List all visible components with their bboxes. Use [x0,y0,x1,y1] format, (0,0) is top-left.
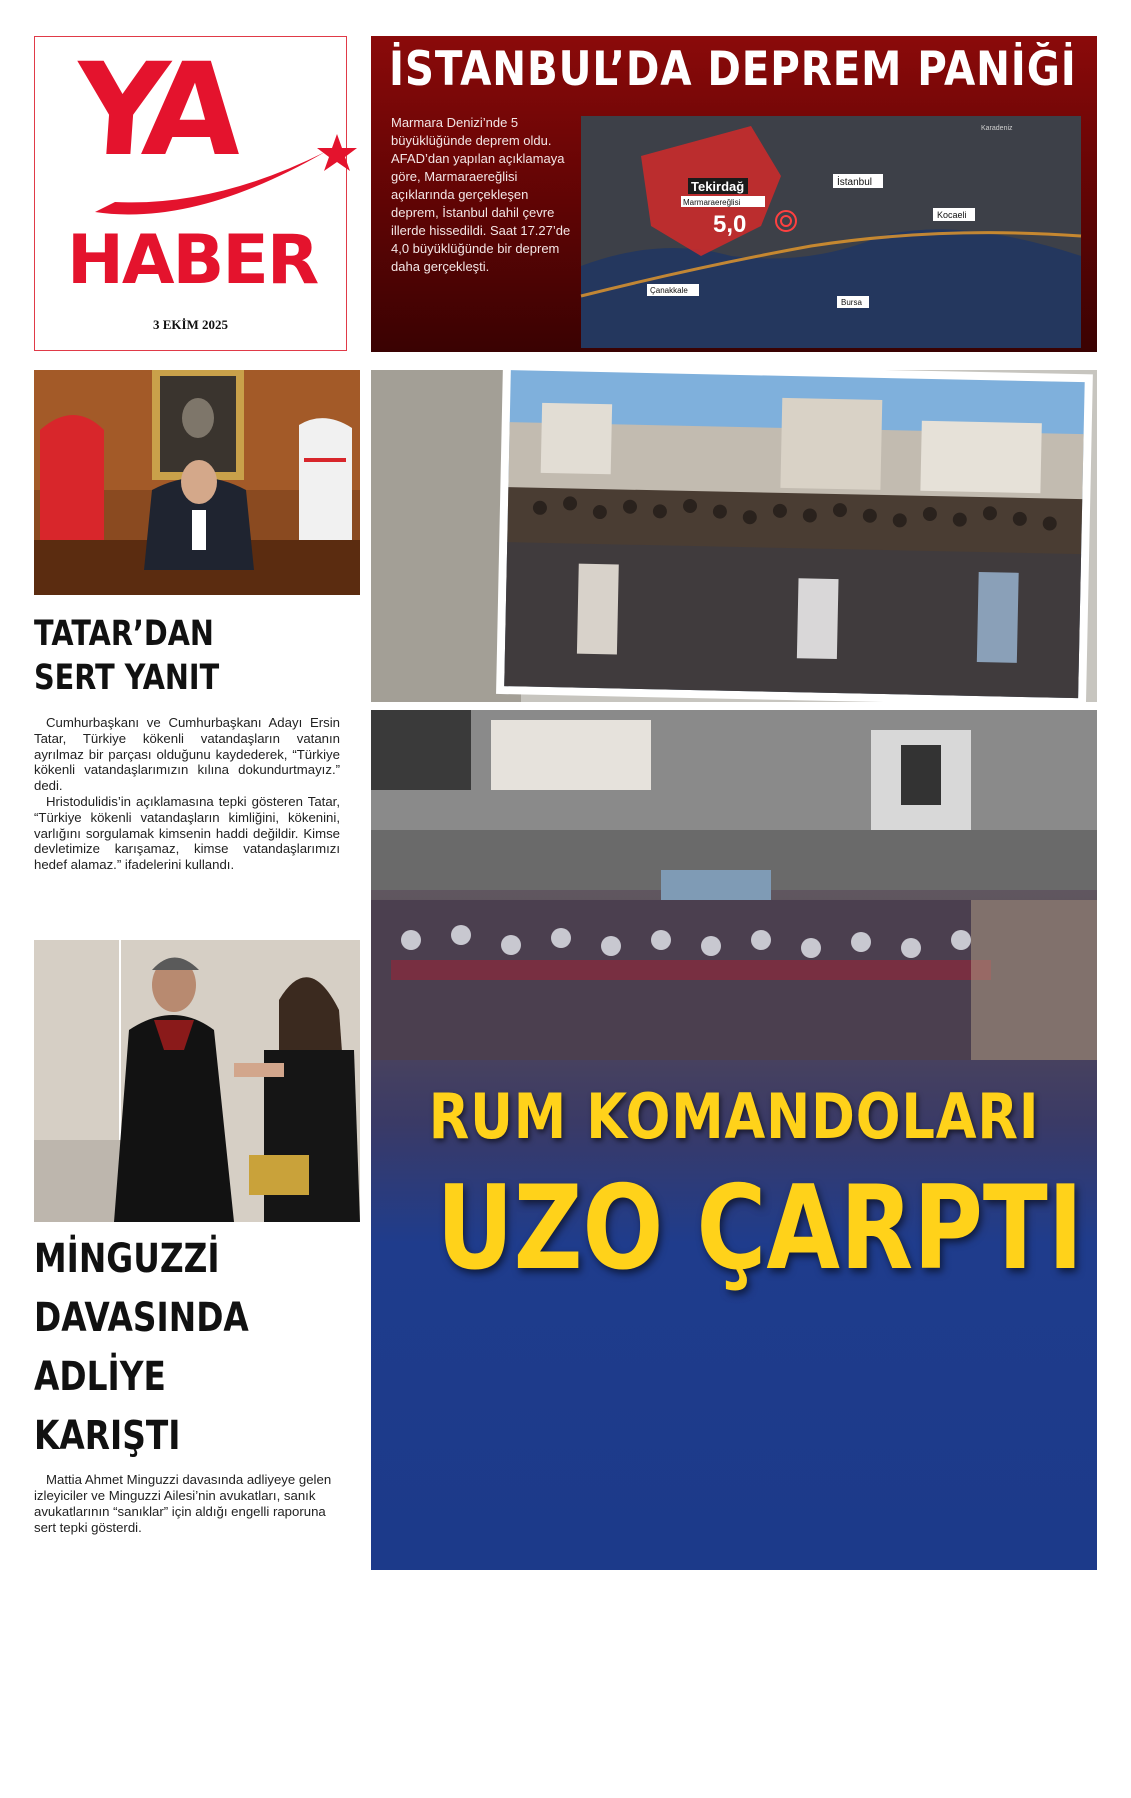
minguzzi-headline-line[interactable]: MİNGUZZİ [34,1236,220,1282]
minguzzi-headline[interactable] [34,1230,249,1466]
main-paragraph: Sosyal medyada paylaşılan görüntülerde, komandoların toplu halde “Karpaz’a gireceğiz” ve “Bozulmaz yemin, ya hürriyet ya ölüm” şeklinde sloganlar attığı belirtildi. [401,1693,688,1762]
tatar-body [34,715,340,873]
tatar-headline-line1[interactable]: TATAR’DAN [34,614,214,654]
main-paragraph: Gazeteci Sefa Karahasan’ın sosyal medya paylaşımına göre, sözde Kıbrıs Cumhuriyeti’nin kuruluş yıldönümü töreninde yürüyen Rum komandolar, provokatif ifadeler kullandı. [401,1623,678,1691]
crowd-illustration [371,370,1097,702]
tatar-headline[interactable] [34,612,219,700]
map-label-istanbul: İstanbul [837,177,873,188]
main-paragraph: Sefa Karahasan’ın X/Twitter’daki paylaşımı: [413,1763,668,1779]
map-magnitude: 5,0 [713,211,747,238]
minguzzi-photo [34,940,360,1222]
quake-body: Marmara Denizi’nde 5 büyüklüğünde deprem oldu. AFAD’dan yapılan açıklamaya göre, Marmaraereğlisi açıklarında gerçekleşen deprem, İstanbul dahil çevre illerde hissedildi. Saat 17.27’de 4,0 büyüklüğünde bir deprem daha gerçekleşti. [391,115,571,274]
map-label-tekirdag: Tekirdağ [691,179,745,194]
map-label-karadeniz: Karadeniz [981,125,1013,132]
main-paragraph: Sözde Kıbrıs Cumhuriyeti’nin kuruluş yıldönümünde yürüyen Rum komandolar, “Karpaz’a gireceğiz” sloganı attı. Türkiye ise Girne Boğaz Şehitliği’nde özel kuvvetlerin gölgesinde verdiği mesajla yanıtladı: Haritayı iyi okuyun, biz buradayız. [746,1693,1068,1779]
main-headline-line2[interactable]: UZO ÇARPTI [436,1161,1084,1296]
tatar-headline-line2[interactable]: SERT YANIT [34,658,220,698]
minguzzi-headline-line[interactable]: DAVASINDA [34,1295,249,1341]
minguzzi-headline-line[interactable]: ADLİYE [34,1354,166,1400]
main-paragraph: “Karpaz’a gireceğiz...” [413,1781,542,1797]
main-story[interactable] [371,710,1097,1797]
masthead [34,36,347,351]
quake-headline[interactable]: İSTANBUL’DA DEPREM PANİĞİ [389,42,1077,97]
main-column-2 [746,1622,1068,1780]
minguzzi-body [34,1472,340,1536]
main-headline-line1[interactable]: RUM KOMANDOLARI [428,1080,1040,1153]
tatar-office-illustration [34,370,360,595]
quake-story[interactable] [371,36,1097,352]
minguzzi-headline-line[interactable]: KARIŞTI [34,1413,181,1459]
map-label-marmaraereglisi: Marmaraereğlisi [683,198,741,207]
courthouse-scene-illustration [34,940,360,1222]
minguzzi-paragraph: Mattia Ahmet Minguzzi davasında adliyeye gelen izleyiciler ve Minguzzi Ailesi’nin avukatları, sanık avukatlarının “sanıklar” için aldığı engelli raporuna sert tepki gösterdi. [34,1472,332,1535]
logo-ya: YA [69,36,236,185]
logo-haber: HABER [67,221,318,300]
map-label-kocaeli: Kocaeli [937,210,967,220]
main-column-1 [401,1622,723,1798]
main-paragraph: ‘Kıbrıs Cumhuriyeti’nin kuruluş yıldönümünde resmi geçit töreninde yürüyen Rum komandolar, ‘’Karpaz’a gireceğiz’’, ‘’Bozulmaz yemin, ya hürriyet ya ölüm’’ sloganları attı. [746,1623,1059,1691]
tatar-photo [34,370,360,595]
crowd-photo [371,370,1097,702]
map-label-bursa: Bursa [841,298,862,307]
issue-date: 3 EKİM 2025 [152,317,229,332]
map-label-canakkale: Çanakkale [650,286,688,295]
tatar-paragraph: Hristodulidis’in açıklamasına tepki gösteren Tatar, “Türkiye kökenli vatandaşların kimliğini, kökenini, varlığını sorgulamak kimsenin haddi değildir. Kimse devletimize karışamaz, kimse vatandaşlarımızı hedef alamaz.” ifadelerini kullandı. [34,793,340,873]
tatar-paragraph: Cumhurbaşkanı ve Cumhurbaşkanı Adayı Ersin Tatar, Türkiye kökenli vatandaşların vatanın ayrılmaz bir parçası olduğunu kaydederek, “Türkiye kökenli vatandaşlarımızın kılına dokundurtmayız.” dedi. [34,715,340,794]
quake-map [581,116,1081,348]
